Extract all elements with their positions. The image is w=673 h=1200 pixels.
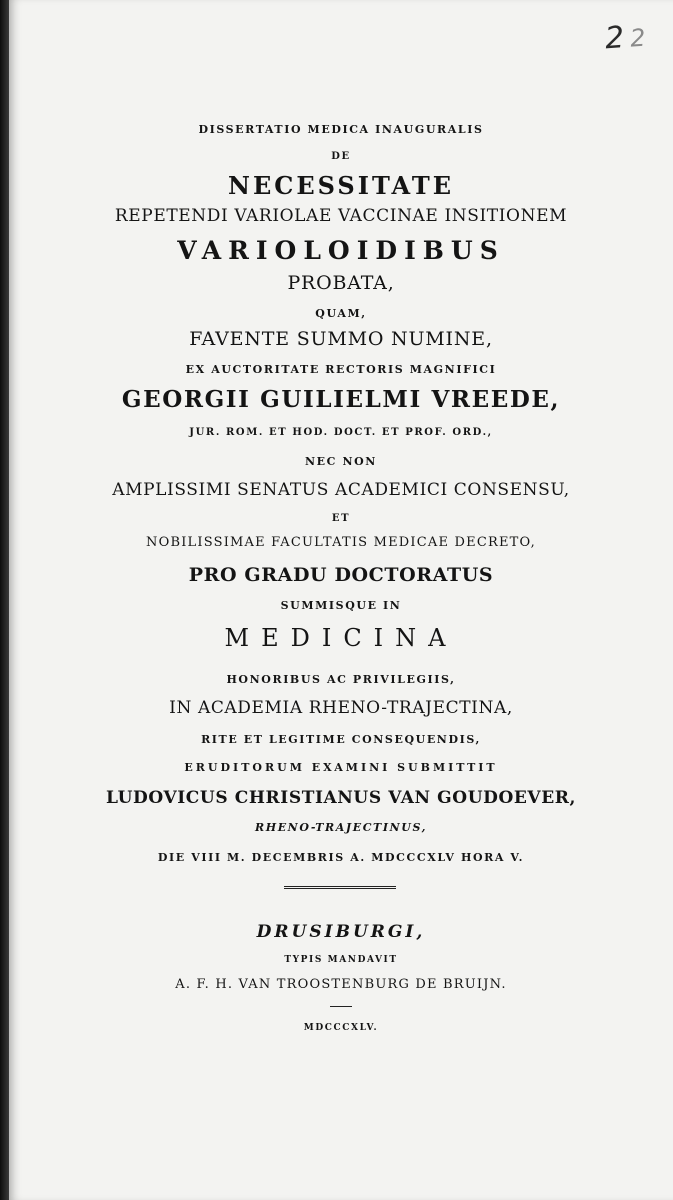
pencil-mark-faint: 2	[628, 23, 647, 53]
line-quam: QUAM,	[315, 307, 367, 320]
line-printer: A. F. H. VAN TROOSTENBURG DE BRUIJN.	[175, 977, 507, 992]
line-rector-titles: JUR. ROM. ET HOD. DOCT. ET PROF. ORD.,	[189, 427, 493, 438]
line-favente: FAVENTE SUMMO NUMINE,	[189, 328, 493, 350]
line-nobilissimae: NOBILISSIMAE FACULTATIS MEDICAE DECRETO,	[146, 535, 536, 550]
line-place: DRUSIBURGI,	[256, 922, 426, 942]
line-typis: TYPIS MANDAVIT	[284, 955, 398, 965]
line-dissertatio: DISSERTATIO MEDICA INAUGURALIS	[198, 123, 484, 136]
line-de: DE	[331, 151, 351, 162]
line-author-name: LUDOVICUS CHRISTIANUS VAN GOUDOEVER,	[105, 788, 577, 808]
line-repetendi: REPETENDI VARIOLAE VACCINAE INSITIONEM	[114, 206, 568, 226]
line-in-academia: IN ACADEMIA RHENO-TRAJECTINA,	[169, 698, 513, 718]
line-et: ET	[331, 513, 351, 524]
short-rule-divider	[330, 1006, 352, 1007]
line-honoribus: HONORIBUS AC PRIVILEGIIS,	[226, 673, 456, 686]
line-nec-non: NEC NON	[305, 455, 377, 468]
line-author-origin: RHENO-TRAJECTINUS,	[254, 821, 428, 834]
line-medicina: MEDICINA	[224, 624, 458, 652]
line-varioloidibus: VARIOLOIDIBUS	[177, 236, 505, 265]
line-ex-auctoritate: EX AUCTORITATE RECTORIS MAGNIFICI	[185, 363, 497, 376]
pencil-mark: 2	[603, 20, 625, 57]
line-rector-name: GEORGII GUILIELMI VREEDE,	[121, 386, 561, 413]
line-probata: PROBATA,	[287, 272, 395, 294]
line-amplissimi: AMPLISSIMI SENATUS ACADEMICI CONSENSU,	[112, 480, 570, 500]
line-pro-gradu: PRO GRADU DOCTORATUS	[188, 564, 494, 586]
line-necessitate: NECESSITATE	[228, 171, 454, 200]
title-page	[9, 0, 673, 1200]
line-rite: RITE ET LEGITIME CONSEQUENDIS,	[201, 733, 481, 746]
line-year: MDCCCXLV.	[303, 1023, 379, 1033]
line-summisque: SUMMISQUE IN	[280, 599, 402, 612]
pencil-page-number	[603, 19, 646, 57]
double-rule-divider	[284, 886, 396, 889]
line-defence-date: DIE VIII M. DECEMBRIS A. MDCCCXLV HORA V.	[157, 851, 525, 864]
line-eruditorum: ERUDITORUM EXAMINI SUBMITTIT	[184, 761, 498, 774]
book-spine-shadow	[0, 0, 9, 1200]
